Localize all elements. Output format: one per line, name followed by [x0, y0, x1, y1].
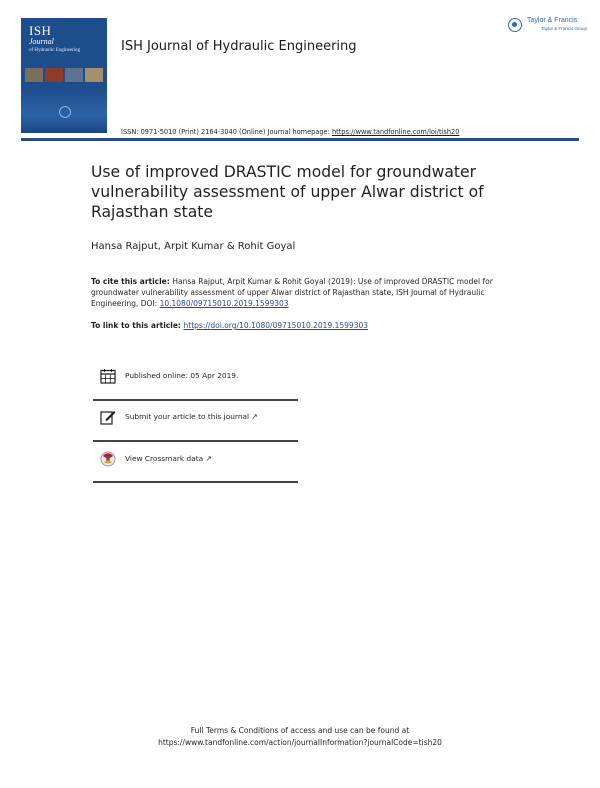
submit-article-link[interactable] [100, 407, 298, 429]
divider [93, 481, 298, 483]
publisher-logo-text: Taylor & Francis [527, 17, 578, 24]
citation-label: To cite this article: [91, 277, 173, 286]
issn-line [121, 128, 459, 136]
external-link-icon: ↗ [251, 412, 258, 421]
issn-text: ISSN: 0971-5010 (Print) 2164-3040 (Online) Journal homepage: [121, 128, 332, 136]
cover-background [21, 88, 107, 133]
cover-subtitle: of Hydraulic Engineering [29, 48, 81, 53]
publisher-logo-icon [508, 18, 522, 32]
article-link-block [91, 320, 521, 331]
footer-terms-link[interactable]: https://www.tandfonline.com/action/journalInformation?journalCode=tish20 [158, 738, 442, 747]
citation-text: Hansa Rajput, Arpit Kumar & Rohit Goyal (2019): Use of improved DRASTIC model for groundwater vulnerability assessment of upper Alwar district of Rajasthan state, ISH Journal of Hydraulic Engineering, DOI: [91, 277, 493, 308]
publisher-logo-subtext: Taylor & Francis Group [541, 26, 588, 31]
divider [93, 440, 298, 442]
publisher-logo[interactable] [508, 17, 588, 37]
article-authors: Hansa Rajput, Arpit Kumar & Rohit Goyal [91, 241, 296, 252]
citation-block [91, 276, 521, 309]
submit-article-text: Submit your article to this journal ↗ [125, 412, 258, 421]
cover-photo-strip [25, 68, 103, 82]
external-link-icon: ↗ [205, 454, 212, 463]
edit-icon [100, 409, 116, 425]
published-online-text: Published online: 05 Apr 2019. [125, 371, 239, 380]
journal-homepage-link[interactable]: https://www.tandfonline.com/loi/tish20 [331, 128, 460, 136]
citation-doi-link[interactable]: 10.1080/09715010.2019.1599303 [159, 299, 289, 308]
article-title: Use of improved DRASTIC model for groundwater vulnerability assessment of upper Alwar district of Rajasthan state [91, 163, 484, 221]
divider [93, 399, 298, 401]
article-doi-link[interactable]: https://doi.org/10.1080/09715010.2019.1599303 [183, 321, 369, 330]
cover-title: ISH [29, 23, 52, 38]
crossmark-link[interactable] [100, 449, 298, 471]
published-online-row [100, 366, 298, 388]
header-divider [21, 138, 579, 141]
journal-name: ISH Journal of Hydraulic Engineering [121, 39, 357, 54]
article-link-label: To link to this article: [91, 321, 184, 330]
crossmark-icon [100, 451, 116, 467]
footer-terms-text: Full Terms & Conditions of access and use can be found at [190, 726, 410, 735]
cover-title-journal: Journal [29, 37, 54, 46]
journal-cover-image [21, 18, 107, 133]
crossmark-text: View Crossmark data ↗ [125, 454, 212, 463]
calendar-icon [100, 368, 116, 384]
